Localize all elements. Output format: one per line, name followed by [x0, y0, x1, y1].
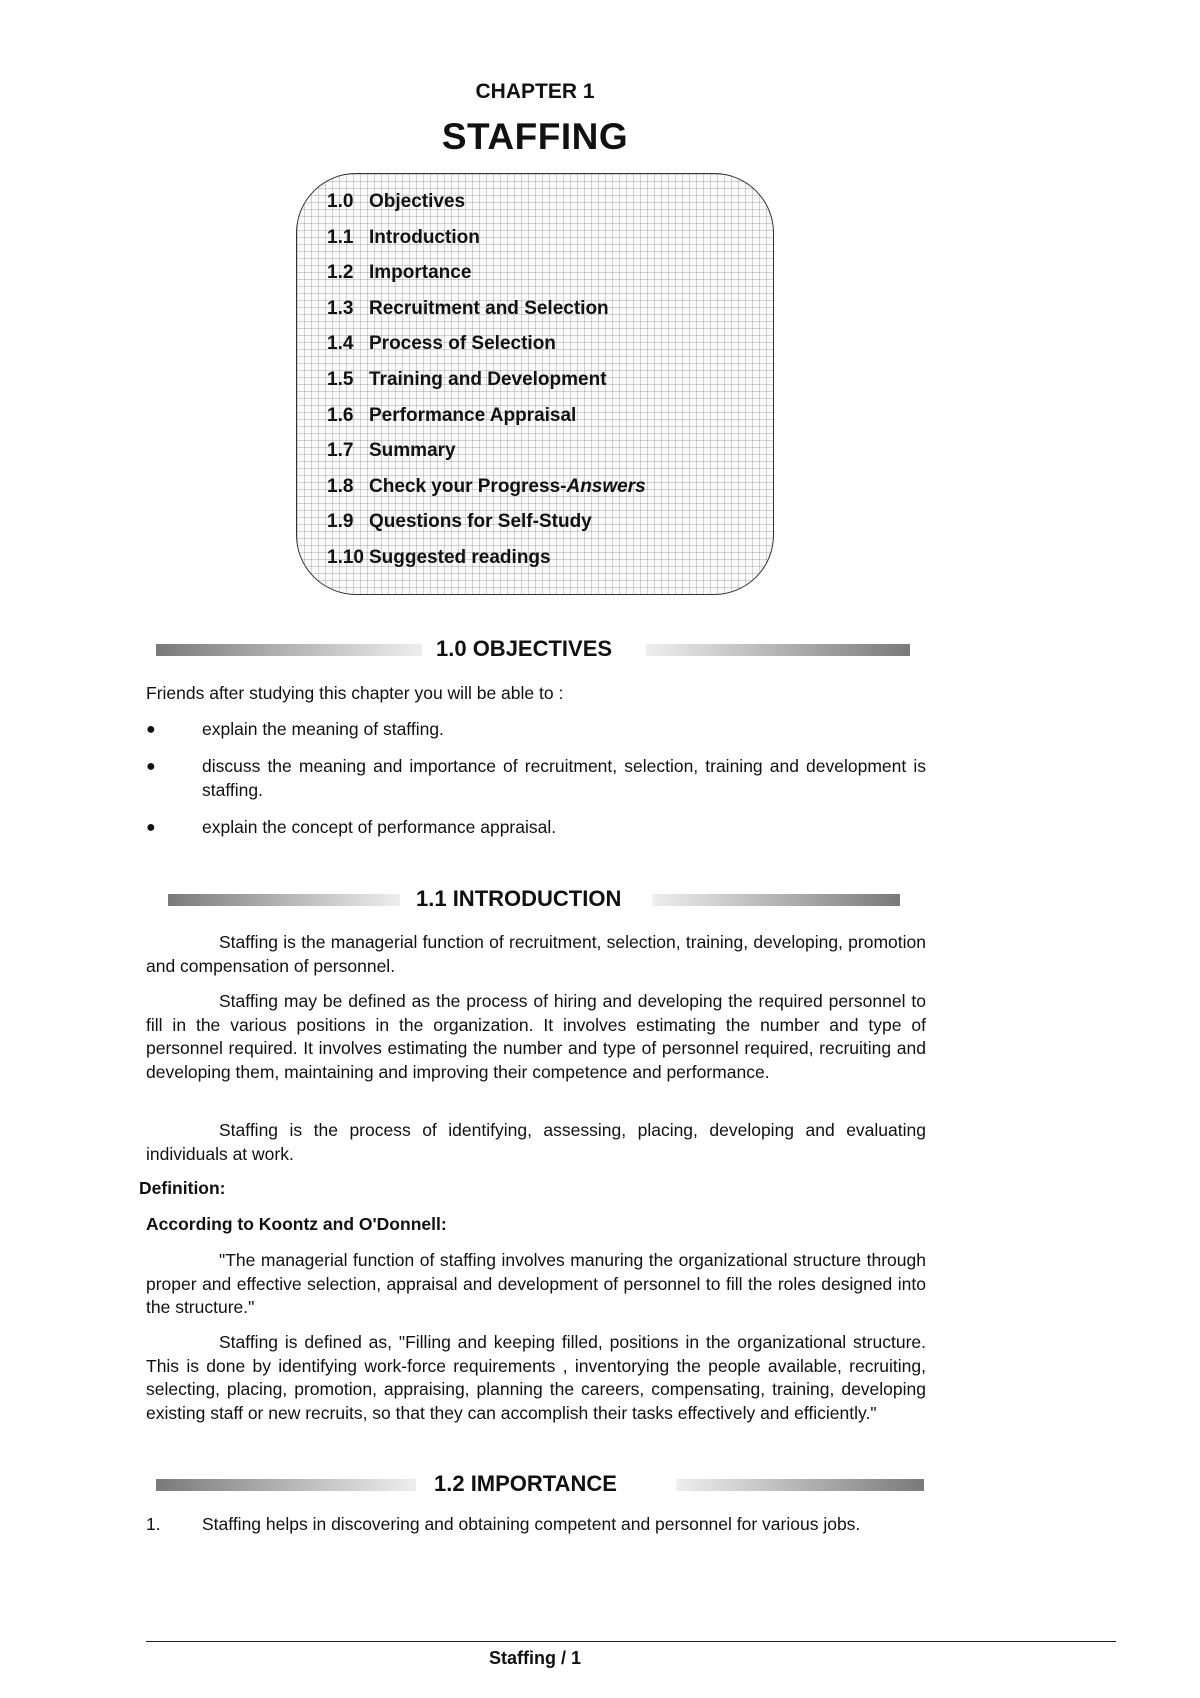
- contents-item: [327, 326, 773, 362]
- section-heading-text: 1.0 OBJECTIVES: [436, 636, 613, 661]
- heading-bar-right: [676, 1479, 924, 1491]
- contents-item-number: 1.6: [327, 404, 354, 426]
- list-item-text: Staffing helps in discovering and obtaining competent and personnel for various jobs.: [202, 1514, 861, 1534]
- paragraph: Staffing is the managerial function of recruitment, selection, training, developing, promotion and compensation of personnel.: [146, 932, 926, 976]
- contents-list: [297, 174, 773, 576]
- contents-item: [327, 433, 773, 469]
- bullet-text: explain the concept of performance appraisal.: [202, 817, 557, 837]
- list-number: 1.: [146, 1514, 161, 1534]
- bullet-icon: ●: [146, 758, 156, 775]
- quote-paragraph: "The managerial function of staffing involves manuring the organizational structure through proper and effective selection, appraisal and development of personnel to fill the roles designed into the structure.": [146, 1250, 926, 1317]
- paragraph: Staffing may be defined as the process of hiring and developing the required personnel to fill in the various positions in the organization. It involves estimating the number and type of personnel required. It involves estimating the number and type of personnel required, recruiting and developing them, maintaining and improving their competence and performance.: [146, 991, 926, 1082]
- definition-label: Definition:: [139, 1178, 226, 1198]
- page-footer: Staffing / 1: [488, 1648, 581, 1668]
- contents-item: [327, 504, 773, 540]
- contents-item-number: 1.4: [327, 333, 354, 355]
- bullet-text: explain the meaning of staffing.: [202, 719, 444, 739]
- contents-item: [327, 398, 773, 434]
- contents-item-label: Check your Progress-: [369, 475, 567, 497]
- section-heading-introduction: [168, 886, 900, 916]
- objectives-intro: Friends after studying this chapter you will be able to :: [146, 683, 564, 703]
- list-item: [146, 1513, 926, 1537]
- definition-paragraph: Staffing is defined as, "Filling and keeping filled, positions in the organizational structure. This is done by identifying work-force requirements , inventorying the people available, recruiting, selecting, placing, promotion, appraising, planning the careers, compensating, training, developing existing staff or new recruits, so that they can accomplish their tasks effectively and efficiently.": [146, 1332, 926, 1423]
- contents-item-number: 1.2: [327, 262, 354, 284]
- list-item: [146, 718, 926, 742]
- heading-bar-left: [156, 644, 422, 656]
- footer-divider: [146, 1641, 1116, 1642]
- heading-bar-right: [646, 644, 910, 656]
- contents-item-number: 1.10: [327, 546, 364, 568]
- contents-item-number: 1.9: [327, 511, 354, 533]
- contents-item-label: Training and Development: [369, 368, 607, 390]
- contents-item-label: Recruitment and Selection: [369, 297, 609, 319]
- chapter-label: CHAPTER 1: [475, 80, 595, 103]
- contents-item-number: 1.8: [327, 475, 354, 497]
- heading-bar-left: [168, 894, 400, 906]
- contents-item-label: Importance: [369, 262, 472, 284]
- contents-item: [327, 362, 773, 398]
- contents-item-number: 1.0: [327, 191, 354, 212]
- bullet-text: discuss the meaning and importance of recruitment, selection, training and development is staffing.: [202, 756, 926, 800]
- contents-item-label: Introduction: [369, 226, 480, 248]
- contents-item-number: 1.5: [327, 368, 354, 390]
- section-heading-objectives: [156, 636, 910, 666]
- section-heading-importance: [156, 1471, 924, 1501]
- contents-item-label: Suggested readings: [369, 546, 551, 568]
- contents-item-number: 1.1: [327, 226, 354, 248]
- contents-item-label: Questions for Self-Study: [369, 511, 592, 533]
- contents-item: [327, 469, 773, 505]
- contents-box: [296, 173, 774, 595]
- contents-item-number: 1.7: [327, 440, 354, 462]
- chapter-title: STAFFING: [441, 116, 629, 157]
- contents-item-label: Process of Selection: [369, 333, 556, 355]
- contents-item: [327, 291, 773, 327]
- section-heading-text: 1.2 IMPORTANCE: [434, 1471, 617, 1496]
- contents-item-label: Performance Appraisal: [369, 404, 577, 426]
- bullet-icon: ●: [146, 721, 156, 738]
- contents-item: [327, 255, 773, 291]
- list-item: [146, 755, 926, 802]
- paragraph: Staffing is the process of identifying, assessing, placing, developing and evaluating individuals at work.: [146, 1120, 926, 1164]
- bullet-icon: ●: [146, 819, 156, 836]
- koontz-label: According to Koontz and O'Donnell:: [146, 1214, 447, 1234]
- list-item: [146, 816, 926, 840]
- contents-item-number: 1.3: [327, 297, 354, 319]
- section-heading-text: 1.1 INTRODUCTION: [416, 886, 622, 911]
- contents-item-label: Objectives: [369, 191, 466, 212]
- contents-item-label: Summary: [369, 440, 456, 462]
- contents-item: [327, 220, 773, 256]
- contents-item: [327, 540, 773, 576]
- heading-bar-right: [652, 894, 900, 906]
- contents-item: [327, 184, 773, 220]
- heading-bar-left: [156, 1479, 416, 1491]
- contents-item-label-italic: Answers: [566, 475, 646, 497]
